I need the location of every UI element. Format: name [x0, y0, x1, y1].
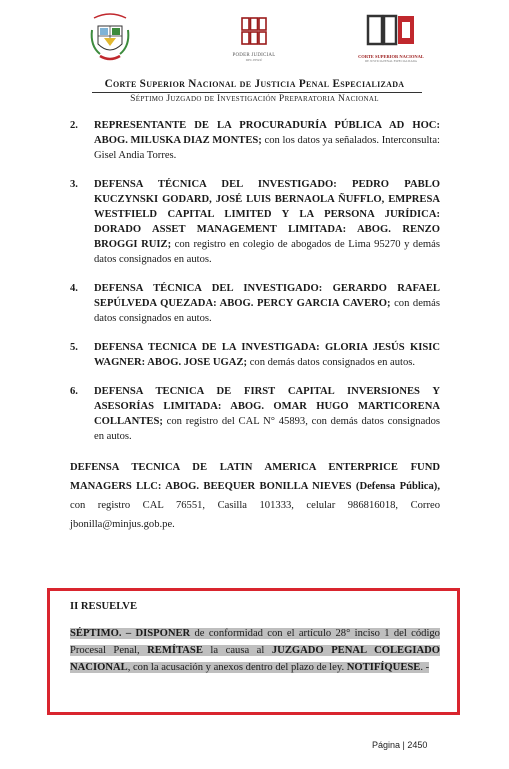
item-party: DEFENSA TÉCNICA DEL INVESTIGADO: PEDRO PABLO KUCZYNSKI GODARD, JOSÉ LUIS BERNAOLA ÑUFFLO, EMPRESA WESTFIELD CAPITAL LIMITED Y LA PERSONA JURÍDICA: DORADO ASSET MANAGEMENT LIMITADA: ABOG. RENZO BROGGI RUIZ; [94, 179, 440, 250]
list-item [70, 340, 440, 370]
item-party: DEFENSA TECNICA DE LA INVESTIGADA: GLORIA JESÚS KISIC WAGNER: ABOG. JOSE UGAZ; [94, 342, 440, 368]
poder-judicial-logo [226, 14, 282, 70]
para-party: DEFENSA TECNICA DE LATIN AMERICA ENTERPRICE FUND MANAGERS LLC: ABOG. BEEQUER BONILLA NIEVES (Defensa Pública), [70, 462, 440, 492]
resuelve-text-part: , con la acusación y anexos dentro del plazo de ley. [127, 662, 347, 673]
list-item [70, 118, 440, 163]
court-subtitle: Séptimo Juzgado de Investigación Preparatoria Nacional [130, 93, 379, 104]
item-details: con demás datos consignados en autos. [94, 298, 440, 324]
resuelve-ordinal: SÉPTIMO [70, 628, 119, 639]
latin-america-defense-paragraph [70, 458, 440, 534]
item-number: 6. [70, 386, 78, 397]
resuelve-text [70, 625, 440, 676]
resuelve-notifiquese: NOTIFÍQUESE [346, 662, 421, 673]
csnj-logo [350, 14, 432, 66]
csnj-emblem-icon [366, 14, 416, 48]
list-item [70, 384, 440, 444]
item-party: REPRESENTANTE DE LA PROCURADURÍA PÚBLICA AD HOC: ABOG. MILUSKA DIAZ MONTES; [94, 120, 440, 146]
pj-sub: DEL PERÚ [245, 58, 263, 62]
document-header [0, 0, 509, 78]
poder-judicial-emblem-icon [239, 14, 269, 46]
item-details: con los datos ya señalados. Interconsulta: Gisel Andia Torres. [94, 135, 440, 161]
item-number: 3. [70, 179, 78, 190]
item-number: 5. [70, 342, 78, 353]
resuelve-heading: II RESUELVE [70, 601, 138, 612]
resuelve-text-part: de conformidad con el artículo 28° inciso 1 del código Procesal Penal, [70, 628, 440, 656]
item-party: DEFENSA TECNICA DE FIRST CAPITAL INVERSIONES Y ASESORÍAS LIMITADA: ABOG. OMAR HUGO MARTICORENA COLLANTES; [94, 386, 440, 427]
item-details: con registro en colegio de abogados de Lima 95270 y demás datos consignados en autos. [94, 239, 440, 265]
resuelve-disponer: DISPONER [135, 628, 191, 639]
item-details: con demás datos consignados en autos. [247, 357, 416, 368]
item-number: 4. [70, 283, 78, 294]
item-details: con registro del CAL N° 45893, con demás datos consignados en autos. [94, 416, 440, 442]
resuelve-sep: . – [118, 628, 136, 639]
resuelve-text-part: la causa al [202, 645, 272, 656]
csnj-sub: DE JUSTICIA PENAL ESPECIALIZADA [365, 59, 417, 63]
resuelve-remitase: REMÍTASE [147, 645, 203, 656]
list-item [70, 177, 440, 267]
resuelve-section [70, 599, 440, 676]
list-item [70, 281, 440, 326]
item-party: DEFENSA TÉCNICA DEL INVESTIGADO: GERARDO RAFAEL SEPÚLVEDA QUEZADA: ABOG. PERCY GARCIA CAVERO; [94, 283, 440, 309]
page-number: Página | 2450 [372, 740, 428, 750]
resuelve-highlight-box [47, 588, 460, 715]
resuelve-text-part: . - [420, 662, 430, 673]
csnj-label: CORTE SUPERIOR NACIONAL [358, 54, 424, 59]
document-body [70, 118, 440, 534]
court-title: Corte Superior Nacional de Justicia Penal Especializada [104, 78, 405, 90]
resuelve-court: JUZGADO PENAL COLEGIADO NACIONAL [70, 645, 440, 673]
peru-coat-of-arms-icon [88, 10, 132, 66]
item-number: 2. [70, 120, 78, 131]
para-details: con registro CAL 76551, Casilla 101333, celular 986816018, Correo jbonilla@minjus.gob.pe. [70, 500, 440, 530]
pj-label: PODER JUDICIAL [232, 53, 276, 58]
